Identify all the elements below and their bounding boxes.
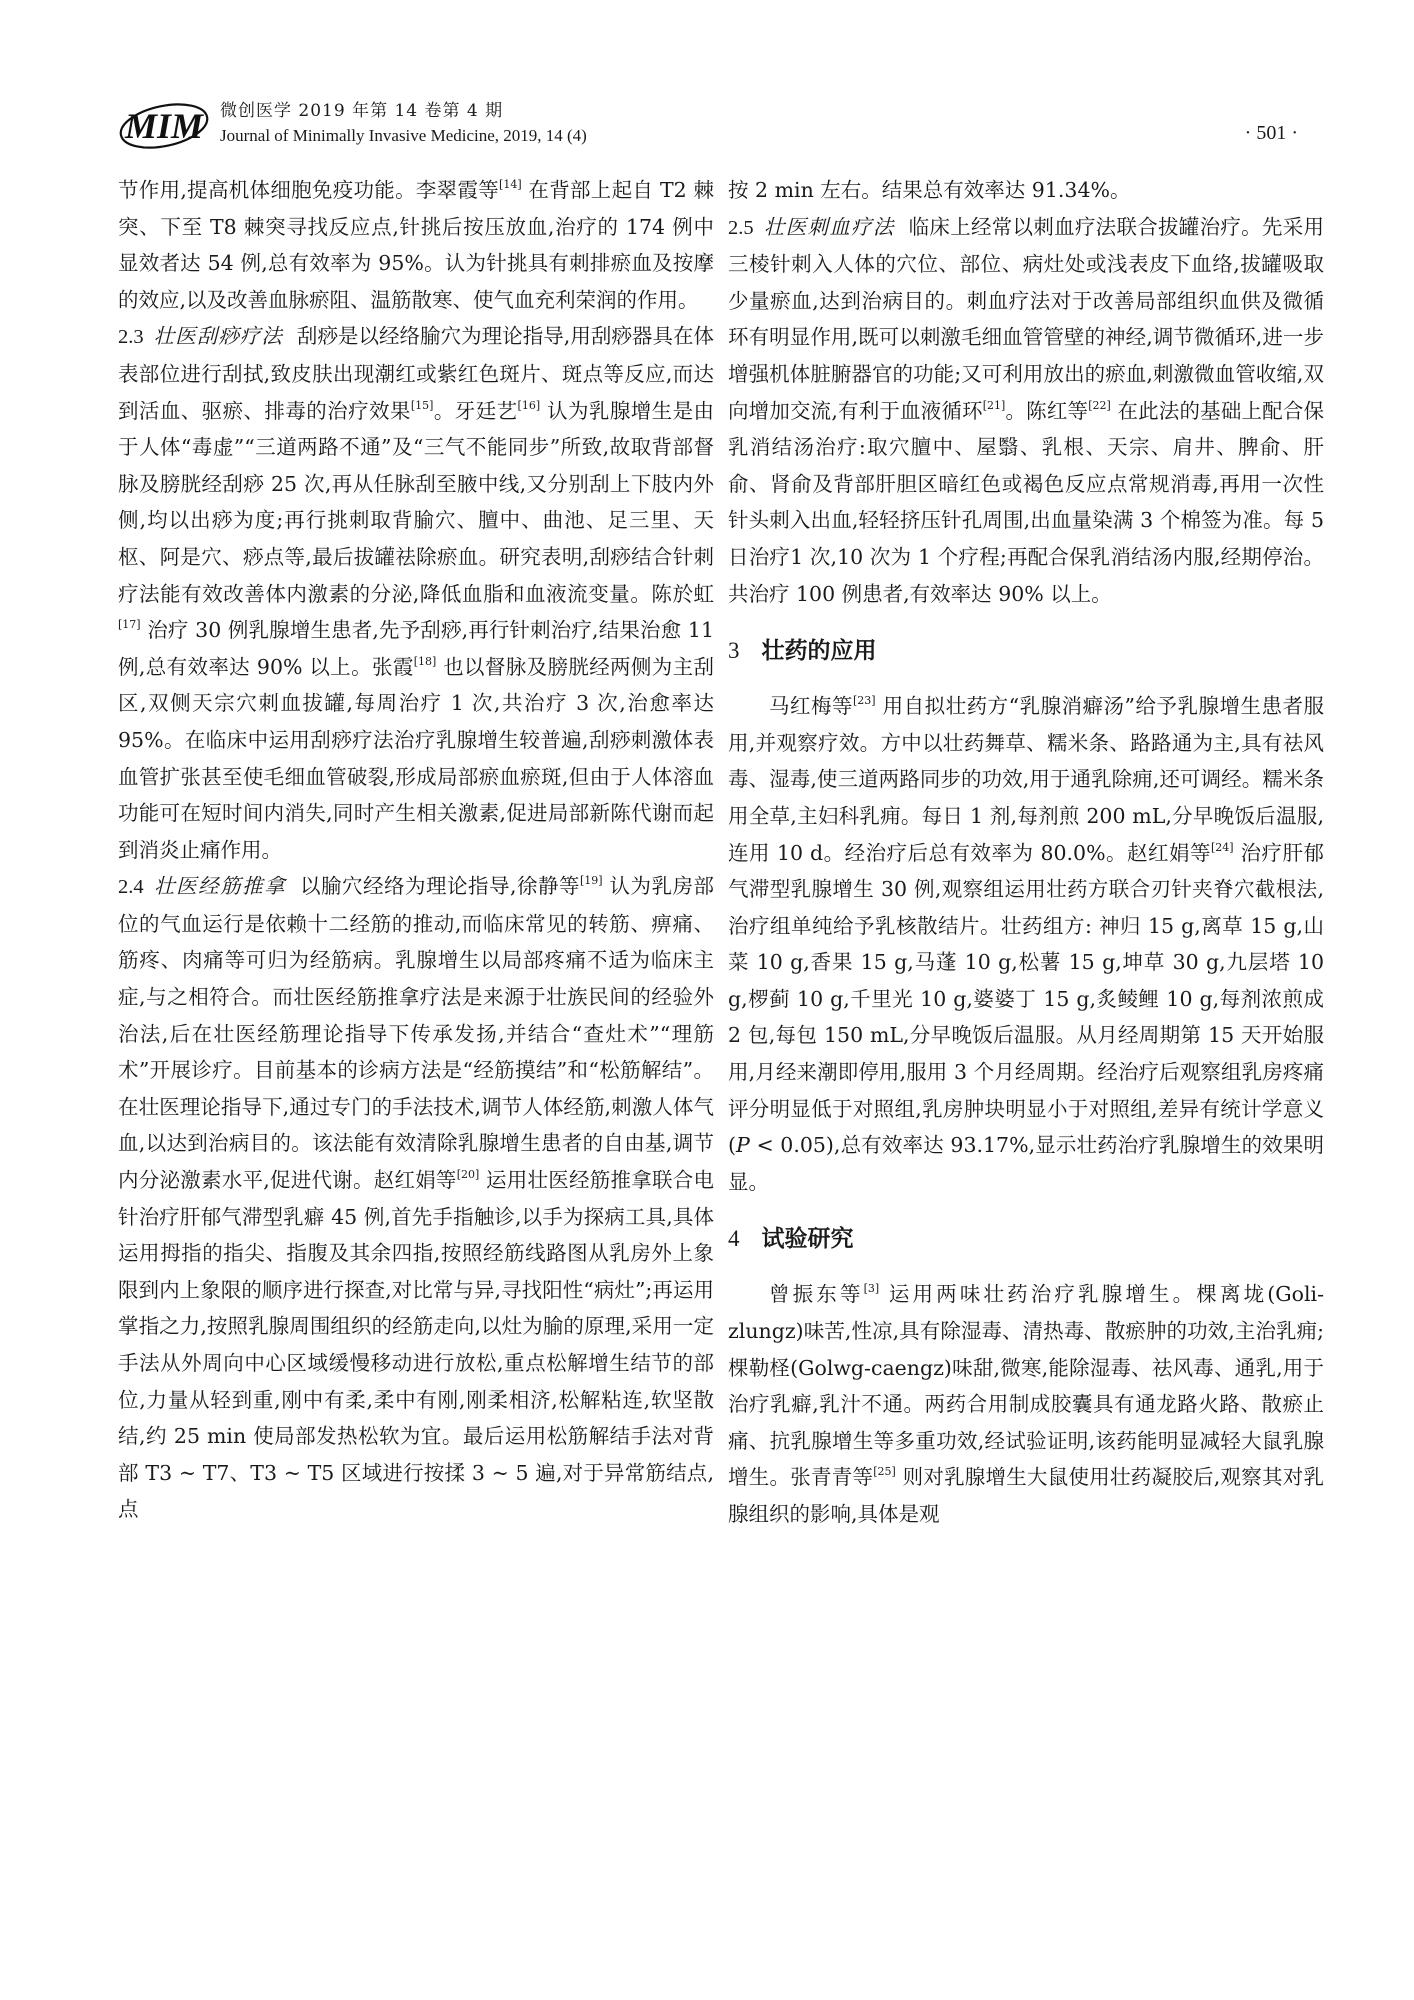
subsection-title: 壮医经筋推拿 (153, 874, 287, 899)
journal-title-en: Journal of Minimally Invasive Medicine, 2019, 14 (4) (220, 126, 587, 145)
subsection-title: 壮医刮痧疗法 (153, 324, 283, 349)
paragraph: 曾振东等[3] 运用两味壮药治疗乳腺增生。棵离垅(Goli-zlungz)味苦,性凉,具有除湿毒、清热毒、散瘀肿的功效,主治乳痈;棵勒柽(Golwg-caengz)味甜,微寒,能除湿毒、祛风毒、通乳,用于治疗乳癖,乳汁不通。两药合用制成胶囊具有通龙路火路、散瘀止痛、抗乳腺增生等多重功效,经试验证明,该药能明显减轻大鼠乳腺增生。张青青等[25] 则对乳腺增生大鼠使用壮药凝胶后,观察其对乳腺组织的影响,具体是观 (728, 1282, 1325, 1526)
citation: [24] (1210, 840, 1234, 854)
citation: [15] (410, 398, 434, 412)
left-column (118, 172, 714, 1528)
journal-title-cn: 微创医学 2019 年第 14 卷第 4 期 (220, 101, 504, 121)
subsection-number: 2.4 (118, 876, 144, 899)
subsection-2-3: 2.3 壮医刮痧疗法 刮痧是以经络腧穴为理论指导,用刮痧器具在体表部位进行刮拭,致皮肤出现潮红或紫红色斑片、斑点等反应,而达到活血、驱瘀、排毒的治疗效果[15]。牙廷艺[16] 认为乳腺增生是由于人体“毒虚”“三道两路不通”及“三气不能同步”所致,故取背部督脉及膀胱经刮痧 25 次,再从任脉刮至腋中线,又分别刮上下肢内外侧,均以出痧为度;再行挑刺取背腧穴、膻中、曲池、足三里、天枢、阿是穴、痧点等,最后拔罐祛除瘀血。研究表明,刮痧结合针刺疗法能有效改善体内激素的分泌,降低血脂和血液流变量。陈於虹[17] 治疗 30 例乳腺增生患者,先予刮痧,再行针刺治疗,结果治愈 11 例,总有效率达 90% 以上。张霞[18] 也以督脉及膀胱经两侧为主刮区,双侧天宗穴刺血拔罐,每周治疗 1 次,共治疗 3 次,治愈率达 95%。在临床中运用刮痧疗法治疗乳腺增生较普遍,刮痧刺激体表血管扩张甚至使毛细血管破裂,形成局部瘀血瘀斑,但由于人体溶血功能可在短时间内消失,同时产生相关激素,促进局部新陈代谢而起到消炎止痛作用。 (118, 324, 715, 862)
subsection-2-5: 2.5 壮医刺血疗法 临床上经常以刺血疗法联合拔罐治疗。先采用三棱针刺入人体的穴位、部位、病灶处或浅表皮下血络,拔罐吸取少量瘀血,达到治病目的。刺血疗法对于改善局部组织血供及微循环有明显作用,既可以刺激毛细血管管壁的神经,调节微循环,进一步增强机体脏腑器官的功能;又可利用放出的瘀血,刺激微血管收缩,双向增加交流,有利于血液循环[21]。陈红等[22] 在此法的基础上配合保乳消结汤治疗:取穴膻中、屋翳、乳根、天宗、肩井、脾俞、肝俞、肾俞及背部肝胆区暗红色或褐色反应点常规消毒,再用一次性针头刺入出血,轻轻挤压针孔周围,出血量染满 3 个棉签为准。每 5 日治疗1 次,10 次为 1 个疗程;再配合保乳消结汤内服,经期停治。共治疗 100 例患者,有效率达 90% 以上。 (728, 214, 1325, 606)
citation: [20] (456, 1168, 480, 1182)
citation: [3] (863, 1282, 880, 1296)
citation: [19] (579, 874, 603, 888)
citation: [21] (982, 398, 1006, 412)
citation: [14] (499, 178, 522, 191)
citation: [18] (413, 654, 437, 668)
section-heading-4: 4 试验研究 (728, 1226, 854, 1253)
page-number: · 501 · (1244, 122, 1298, 144)
subsection-title: 壮医刺血疗法 (763, 214, 895, 239)
citation: [16] (517, 398, 541, 412)
paragraph: 节作用,提高机体细胞免疫功能。李翠霞等[14] 在背部上起自 T2 棘突、下至 T8 棘突寻找反应点,针挑后按压放血,治疗的 174 例中显效者达 54 例,总有效率为 95%。认为针挑具有刺排瘀血及按摩的效应,以及改善血脉瘀阻、温筋散寒、使气血充利荣润的作用。 (118, 178, 715, 312)
subsection-number: 2.3 (118, 326, 144, 349)
subsection-2-4: 2.4 壮医经筋推拿 以腧穴经络为理论指导,徐静等[19] 认为乳房部位的气血运行是依赖十二经筋的推动,而临床常见的转筋、痹痛、筋疼、肉痛等可归为经筋病。乳腺增生以局部疼痛不适为临床主症,与之相符合。而壮医经筋推拿疗法是来源于壮族民间的经验外治法,后在壮医经筋理论指导下传承发扬,并结合“查灶术”“理筋术”开展诊疗。目前基本的诊病方法是“经筋摸结”和“松筋解结”。在壮医理论指导下,通过专门的手法技术,调节人体经筋,刺激人体气血,以达到治病目的。该法能有效清除乳腺增生患者的自由基,调节内分泌激素水平,促进代谢。赵红娟等[20] 运用壮医经筋推拿联合电针治疗肝郁气滞型乳癖 45 例,首先手指触诊,以手为探病工具,具体运用拇指的指尖、指腹及其余四指,按照经筋线路图从乳房外上象限到内上象限的顺序进行探查,对比常与异,寻找阳性“病灶”;再运用掌指之力,按照乳腺周围组织的经筋走向,以灶为腧的原理,采用一定手法从外周向中心区域缓慢移动进行放松,重点松解增生结节的部位,力量从轻到重,刚中有柔,柔中有刚,刚柔相济,松解粘连,软坚散结,约 25 min 使局部发热松软为宜。最后运用松筋解结手法对背部 T3 ~ T7、T3 ~ T5 区域进行按揉 3 ~ 5 遍,对于异常筋结点,点 (118, 874, 714, 1522)
svg-text:MIM: MIM (124, 106, 204, 146)
section-heading-3: 3 壮药的应用 (728, 638, 877, 665)
paragraph: 马红梅等[23] 用自拟壮药方“乳腺消癖汤”给予乳腺增生患者服用,并观察疗效。方中以壮药舞草、糯米条、路路通为主,具有祛风毒、湿毒,使三道两路同步的功效,用于通乳除痈,还可调经。糯米条用全草,主妇科乳痈。每日 1 剂,每剂煎 200 mL,分早晚饭后温服,连用 10 d。经治疗后总有效率为 80.0%。赵红娟等[24] 治疗肝郁气滞型乳腺增生 30 例,观察组运用壮药方联合刃针夹脊穴截根法,治疗组单纯给予乳核散结片。壮药组方: 神归 15 g,离草 15 g,山菜 10 g,香果 15 g,马蓬 10 g,松薯 15 g,坤草 30 g,九层塔 10 g,椤蓟 10 g,千里光 10 g,婆婆丁 15 g,炙鲮鲤 10 g,每剂浓煎成 2 包,每包 150 mL,分早晚饭后温服。从月经周期第 15 天开始服用,月经来潮即停用,服用 3 个月经周期。经治疗后观察组乳房疼痛评分明显低于对照组,乳房肿块明显小于对照组,差异有统计学意义(P < 0.05),总有效率达 93.17%,显示壮药治疗乳腺增生的效果明显。 (728, 694, 1325, 1194)
citation: [22] (1088, 398, 1111, 412)
citation: [17] (118, 618, 141, 632)
citation: [25] (873, 1465, 896, 1479)
right-column (728, 172, 1324, 1533)
citation: [23] (853, 694, 876, 708)
page-header (118, 92, 1298, 154)
paragraph: 按 2 min 左右。结果总有效率达 91.34%。 (728, 178, 1131, 202)
subsection-number: 2.5 (728, 216, 754, 239)
journal-logo (118, 94, 210, 154)
